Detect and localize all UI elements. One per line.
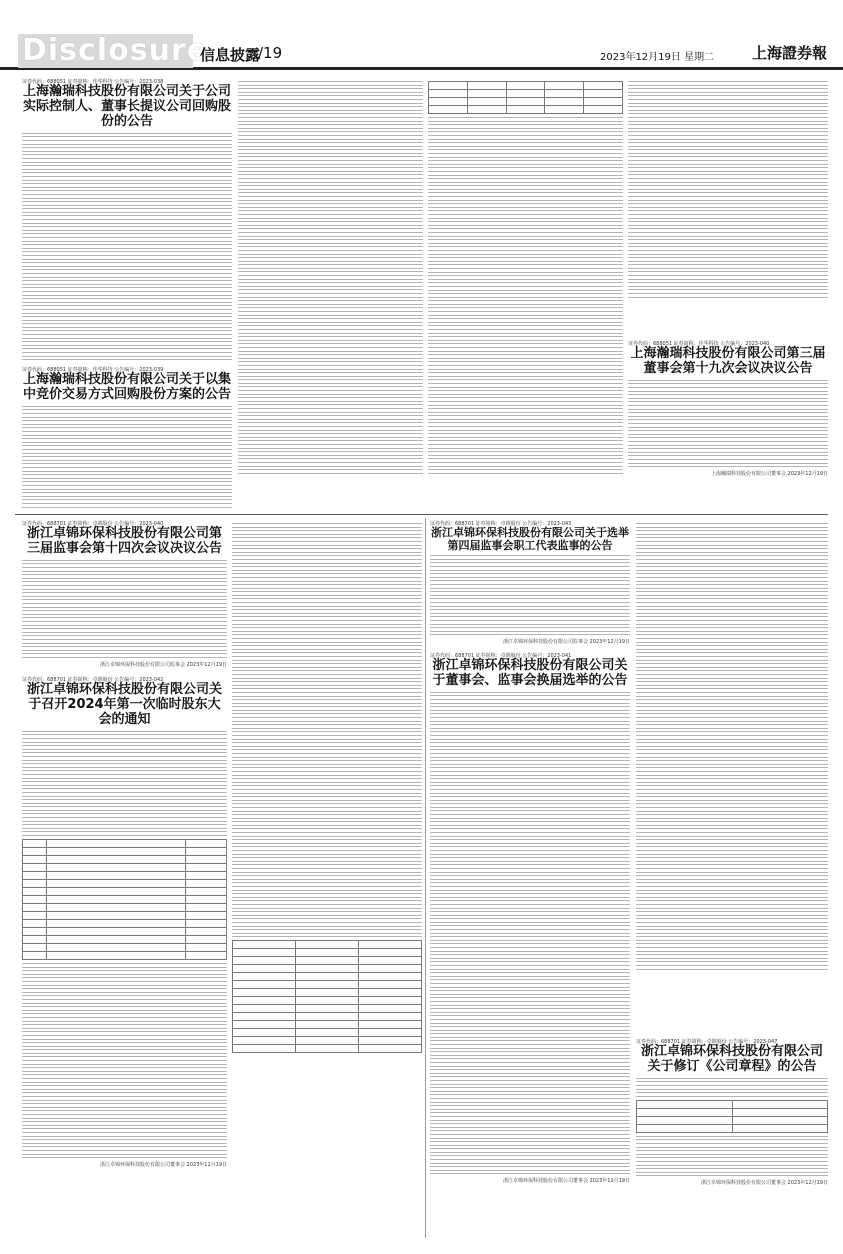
announcement-buyback-proposal bbox=[22, 78, 232, 360]
announcement-code: 证券代码：688051 证券简称：佳华科技 公告编号：2023-038 bbox=[22, 79, 164, 85]
announcement-title: 浙江卓锦环保科技股份有限公司关于修订《公司章程》的公告 bbox=[640, 1044, 823, 1074]
announcement-code: 证券代码：688701 证券简称：卓锦股份 公告编号：2023-047 bbox=[636, 1039, 778, 1045]
announcement-board-resolution bbox=[628, 340, 828, 510]
announcement-signature: 浙江卓锦环保科技股份有限公司董事会 2023年12月19日 bbox=[700, 1179, 828, 1186]
masthead bbox=[0, 0, 843, 70]
announcement-title: 浙江卓锦环保科技股份有限公司关于选举第四届监事会职工代表监事的公告 bbox=[431, 526, 629, 552]
announcement-staff-supervisor bbox=[430, 520, 630, 648]
announcement-egm-notice-continued bbox=[232, 520, 422, 1236]
announcement-signature: 浙江卓锦环保科技股份有限公司监事会 2023年12月19日 bbox=[99, 661, 227, 668]
announcement-articles-amendment bbox=[636, 1038, 828, 1236]
announcement-title: 上海瀚瑞科技股份有限公司关于以集中竞价交易方式回购股份方案的公告 bbox=[22, 372, 231, 402]
column-divider bbox=[425, 518, 426, 1238]
announcement-title: 上海瀚瑞科技股份有限公司第三届董事会第十九次会议决议公告 bbox=[630, 346, 826, 376]
announcement-code: 证券代码：688051 证券简称：佳华科技 公告编号：2023-039 bbox=[22, 367, 164, 373]
announcement-body bbox=[22, 406, 232, 508]
announcement-title: 浙江卓锦环保科技股份有限公司关于董事会、监事会换届选举的公告 bbox=[432, 658, 628, 688]
announcement-code: 证券代码：688701 证券简称：卓锦股份 公告编号：2023-042 bbox=[22, 677, 164, 683]
announcement-signature: 浙江卓锦环保科技股份有限公司董事会 2023年12月19日 bbox=[502, 1178, 630, 1185]
announcement-supervisory-resolution bbox=[22, 520, 227, 670]
announcement-body-column-right bbox=[628, 78, 828, 336]
amendment-table bbox=[636, 1100, 828, 1133]
page-divider bbox=[15, 514, 828, 515]
announcement-title: 浙江卓锦环保科技股份有限公司第三届监事会第十四次会议决议公告 bbox=[26, 526, 222, 556]
announcement-signature: 浙江卓锦环保科技股份有限公司监事会 2023年12月19日 bbox=[502, 638, 630, 645]
election-table bbox=[232, 940, 422, 1053]
issue-date: 2023年12月19日 星期二 bbox=[600, 52, 715, 63]
announcement-signature: 浙江卓锦环保科技股份有限公司董事会 2023年12月19日 bbox=[99, 1161, 227, 1168]
masthead-brand: Disclosure bbox=[18, 34, 193, 68]
resolutions-table bbox=[22, 839, 227, 960]
candidate-resumes-column bbox=[636, 520, 828, 1032]
announcement-code: 证券代码：688051 证券简称：佳华科技 公告编号：2023-040 bbox=[628, 341, 770, 347]
announcement-board-election bbox=[430, 652, 630, 1236]
announcement-buyback-plan-continued bbox=[238, 78, 423, 508]
announcement-body-column bbox=[428, 78, 623, 508]
announcement-buyback-plan bbox=[22, 366, 232, 508]
page-number: /19 bbox=[258, 44, 283, 62]
announcement-signature: 上海瀚瑞科技股份有限公司董事会 2023年12月19日 bbox=[710, 470, 828, 477]
announcement-egm-notice bbox=[22, 676, 227, 1236]
announcement-title: 浙江卓锦环保科技股份有限公司关于召开2024年第一次临时股东大会的通知 bbox=[26, 682, 222, 727]
data-table bbox=[428, 81, 623, 114]
announcement-code: 证券代码：688701 证券简称：卓锦股份 公告编号：2023-043 bbox=[430, 521, 572, 527]
section-title: 信息披露 bbox=[200, 46, 261, 64]
announcement-title: 上海瀚瑞科技股份有限公司关于公司实际控制人、董事长提议公司回购股份的公告 bbox=[22, 84, 231, 129]
newspaper-logo: 上海證券報 bbox=[752, 44, 828, 62]
announcement-code: 证券代码：688701 证券简称：卓锦股份 公告编号：2023-040 bbox=[22, 521, 164, 527]
announcement-code: 证券代码：688701 证券简称：卓锦股份 公告编号：2023-041 bbox=[430, 653, 572, 659]
announcement-body bbox=[22, 133, 232, 360]
